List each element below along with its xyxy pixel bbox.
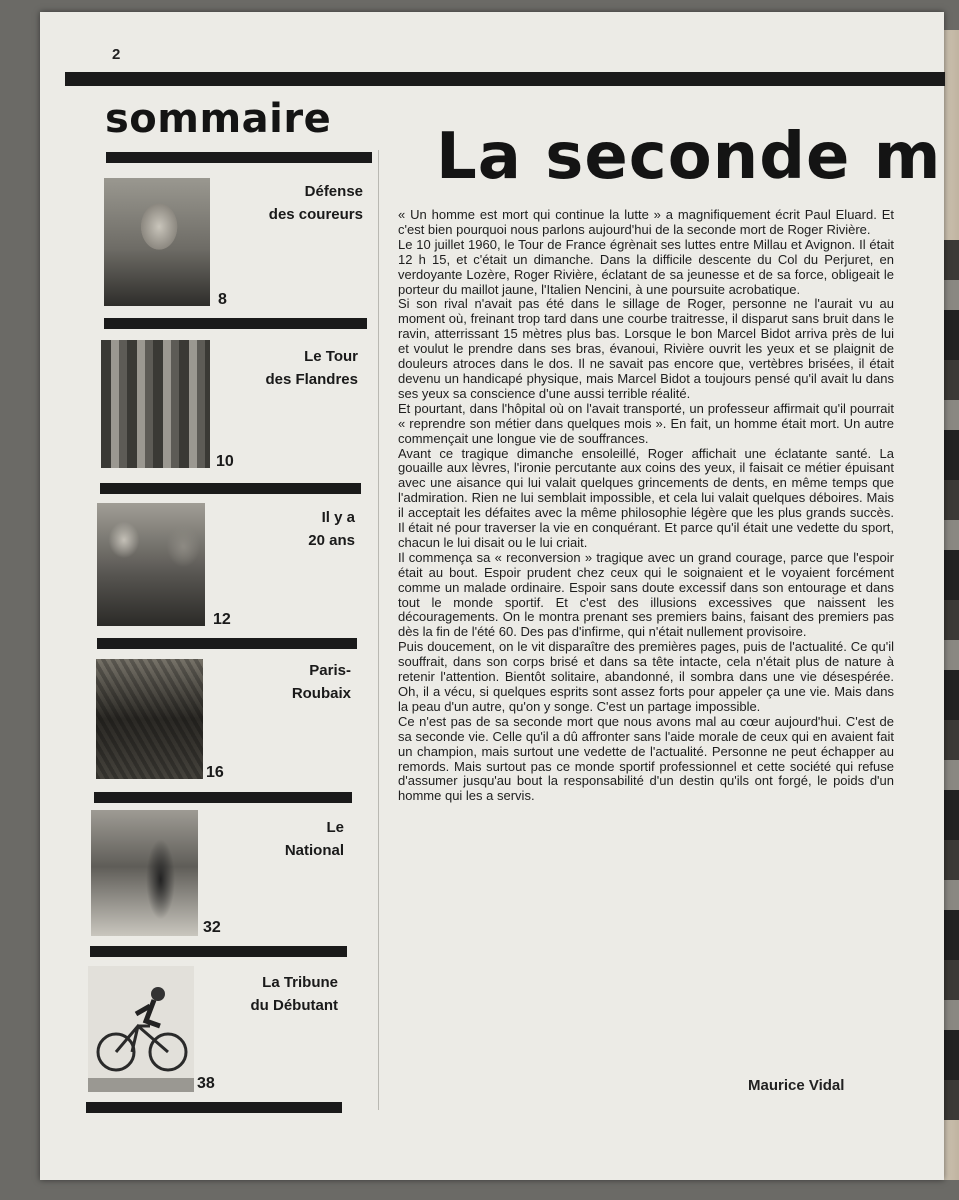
sommaire-title: sommaire	[105, 96, 332, 142]
entry-rule	[86, 1102, 342, 1113]
article-paragraph: Si son rival n'avait pas été dans le sillage de Roger, personne ne l'aurait vu au moment où, freinant trop tard dans une courbe traitresse, il disparut sans bruit dans le ravin, atterrissant 15 mètres plus bas. Lorsque le bon Marcel Bidot arriva près de lui et voulut le prendre dans ses bras, évanoui, Rivière ouvrit les yeux et se plaignit de douleurs atroces dans le dos. Il ne savait pas encore que, vertèbres brisées, il était devenu un handicapé physique, mais Marcel Bidot a toujours pensé qu'il avait lu dans ses yeux sa conscience d'une aussi terrible réalité.	[398, 296, 894, 401]
column-divider	[378, 150, 379, 1110]
sommaire-entry-title[interactable]: Le Tour des Flandres	[265, 348, 358, 388]
article-paragraph: Le 10 juillet 1960, le Tour de France égrènait ses luttes entre Millau et Avignon. Il était 12 h 15, et c'était un dimanche. Dans la difficile descente du Col du Perjuret, en verdoyante Lozère, Roger Rivière, éclatant de sa jeunesse et de sa force, obligeait le porteur du maillot jaune, l'Italien Nencini, à une poursuite acrobatique.	[398, 236, 894, 297]
sommaire-rule	[106, 152, 372, 163]
portrait-photo	[104, 178, 210, 306]
sommaire-entry-page: 16	[206, 764, 224, 781]
top-rule	[65, 72, 945, 86]
sommaire-entry-page: 8	[218, 291, 227, 308]
article-paragraph: « Un homme est mort qui continue la lutte » a magnifiquement écrit Paul Eluard. Et c'est bien pourquoi nous parlons aujourd'hui de la seconde mort de Roger Rivière.	[398, 207, 894, 237]
article-paragraph: Et pourtant, dans l'hôpital où on l'avait transporté, un professeur affirmait qu'il pourrait « reprendre son métier dans quelques mois ». En fait, un homme était mort. Un autre commençait une longue vie de souffrances.	[398, 400, 894, 446]
sommaire-entry-title[interactable]: Défense des coureurs	[268, 183, 363, 223]
sommaire-entry-page: 32	[203, 919, 221, 936]
entry-rule	[90, 946, 347, 957]
sommaire-entry-page: 12	[213, 611, 231, 628]
young-cyclist-photo	[88, 966, 194, 1092]
entry-rule	[97, 638, 357, 649]
entry-rule	[100, 483, 361, 494]
sommaire-entry-title[interactable]: Paris- Roubaix	[291, 662, 351, 702]
sommaire-entry-page: 38	[197, 1075, 215, 1092]
sommaire-entry-title[interactable]: La Tribune du Débutant	[250, 974, 338, 1014]
article-paragraph: Ce n'est pas de sa seconde mort que nous avons mal au cœur aujourd'hui. C'est de sa seconde vie. Celle qu'il a dû affronter sans l'aide morale de ceux qui en avaient fait un champion, mais surtout une vedette de l'actualité. Personne ne peut échapper au remords. Mais surtout pas ce monde sportif professionnel et cette société qui refuse d'assumer jusqu'au bout la responsabilité d'un destin qu'ils ont forgé, le poids d'un homme qui les a servis.	[398, 713, 894, 804]
article-paragraph: Avant ce tragique dimanche ensoleillé, Roger affichait une éclatante santé. La gouaille aux lèvres, l'ironie percutante aux coins des yeux, il faisait ce métier épuisant avec une aisance qui lui valait quelques grincements de dents, en même temps que l'admiration. Rien ne lui semblait impossible, et cela lui valait quelques déboires. Mais il acceptait les défaites avec la même philosophie légère que les plus grands succès. Il était né pour traverser la vie en conquérant. Et parce qu'il était une vedette du sport, chacun le lui disait ou le lui criait.	[398, 445, 894, 550]
cobblestone-race-photo	[96, 659, 203, 779]
cyclist-race-photo	[91, 810, 198, 936]
entry-rule	[104, 318, 367, 329]
sommaire-entry-title[interactable]: Il y a 20 ans	[308, 509, 355, 549]
article-paragraph: Puis doucement, on le vit disparaître des premières pages, puis de l'actualité. Ce qu'il souffrait, dans son corps brisé et dans sa tête intacte, cela n'était plus de nature à retenir l'attention. Bientôt solitaire, abandonné, il sombra dans une vie désespérée. Oh, il a vécu, si quelques esprits sont assez forts pour appeler ça une vie. Mais dans la peau d'un autre, qu'on y songe. C'est un partage impossible.	[398, 639, 894, 714]
article-headline: La seconde m	[436, 120, 941, 194]
sommaire-entry-page: 10	[216, 453, 234, 470]
page-number: 2	[112, 46, 121, 63]
riders-photo	[97, 503, 205, 626]
sommaire-entry-title[interactable]: Le National	[284, 819, 344, 859]
article-signature: Maurice Vidal	[748, 1077, 845, 1094]
peloton-photo	[101, 340, 210, 468]
entry-rule	[94, 792, 352, 803]
article-body	[398, 208, 894, 804]
bicycle-illustration	[88, 966, 194, 1092]
article-paragraph: Il commença sa « reconversion » tragique avec un grand courage, parce que l'espoir était au bout. Espoir prudent chez ceux qui le soignaient et le voyaient forcément comme un malade ordinaire. Espoir sans doute excessif dans son entourage et dans tout le monde sportif. Et c'est des illusions excessives que naissent les découragements. On le montra prenant ses premiers bains, faisant des premiers pas dès la fin de l'été 60. Des pas d'infirme, qui n'était nullement provisoire.	[398, 549, 894, 640]
